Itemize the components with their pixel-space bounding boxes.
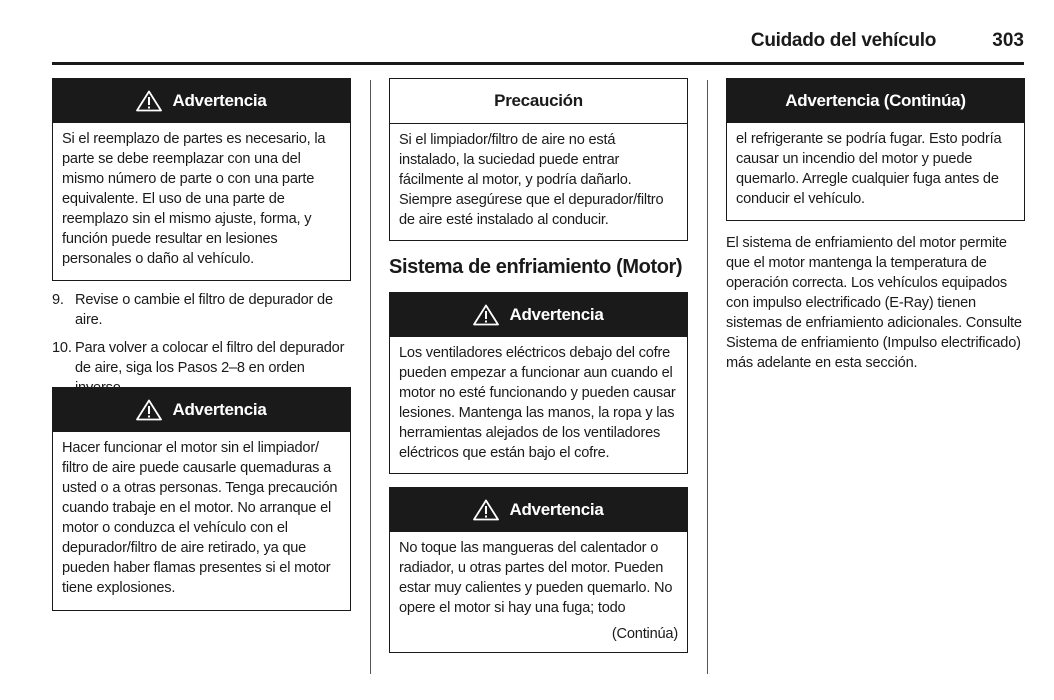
warning-text: Si el reemplazo de partes es necesario, la parte se debe reemplazar con una del mismo número de parte o con una parte equivalente. El uso de una parte de reemplazo sin el mismo ajuste, forma, y función puede resultar en lesiones personales o daño al vehículo.: [62, 131, 326, 267]
warning-box-electric-fans: [389, 292, 688, 474]
warning-text: el refrigerante se podría fugar. Esto podría causar un incendio del motor y puede quemarlo. Arregle cualquier fuga antes de conducir el vehículo.: [736, 131, 1002, 207]
continued-label: (Continúa): [611, 626, 678, 642]
warning-title: Advertencia: [509, 500, 604, 519]
warning-header: [390, 488, 687, 532]
warning-body: [390, 532, 687, 652]
warning-header: [53, 79, 350, 123]
warning-text: No toque las mangueras del calentador o radiador, u otras partes del motor. Pueden estar muy calientes y pueden quemarlo. No opere el motor si hay una fuga; todo: [399, 540, 673, 616]
warning-box-continued: [726, 78, 1025, 221]
warning-triangle-icon: [136, 90, 162, 112]
warning-header: [727, 79, 1024, 123]
warning-header: [390, 293, 687, 337]
running-header-title: Cuidado del vehículo: [750, 30, 936, 51]
warning-text: Hacer funcionar el motor sin el limpiador/ filtro de aire puede causarle quemaduras a usted o a otras personas. Tenga precaución cuando trabaje en el motor. No arranque el motor o conduzca el vehículo con el depurador/filtro de aire retirado, ya que pueden haber flamas presentes si el motor tiene explosiones.: [62, 440, 338, 596]
page-header: [52, 28, 1024, 62]
warning-title: Advertencia: [172, 91, 267, 110]
warning-box-parts-replacement: [52, 78, 351, 281]
caution-box-air-filter: [389, 78, 688, 241]
step-item-9: [52, 290, 352, 330]
warning-title: Advertencia: [172, 400, 267, 419]
step-number: 9.: [52, 292, 64, 308]
warning-triangle-icon: [473, 499, 499, 521]
step-number: 10.: [52, 340, 72, 356]
warning-triangle-icon: [473, 304, 499, 326]
warning-triangle-icon: [136, 399, 162, 421]
warning-header: [53, 388, 350, 432]
warning-box-no-air-filter: [52, 387, 351, 611]
warning-title: Advertencia (Continúa): [785, 91, 966, 110]
caution-header: [390, 79, 687, 124]
warning-title: Advertencia: [509, 305, 604, 324]
header-rule: [52, 62, 1024, 65]
page-number: 303: [992, 30, 1024, 51]
step-text: Revise o cambie el filtro de depurador de aire.: [75, 292, 333, 328]
section-title: Sistema de enfriamiento (Motor): [389, 256, 683, 278]
caution-text: Si el limpiador/filtro de aire no está instalado, la suciedad puede entrar fácilmente al motor, y podría dañarlo. Siempre asegúrese que el depurador/filtro de aire esté instalado al conducir.: [399, 132, 664, 228]
cooling-system-paragraph: El sistema de enfriamiento del motor permite que el motor mantenga la temperatura de operación correcta. Los vehículos equipados con impulso electrificado (E-Ray) tienen sistemas de enfriamiento adicionales. Consulte Sistema de enfriamiento (Impulso electrificado) más adelante en esta sección.: [726, 235, 1022, 371]
warning-text: Los ventiladores eléctricos debajo del cofre pueden empezar a funcionar aun cuando el motor no esté funcionando y pueden causar lesiones. Mantenga las manos, la ropa y las herramientas alejados de los ventiladores eléctricos que están bajo el cofre.: [399, 345, 676, 461]
step-text: Para volver a colocar el filtro del depurador de aire, siga los Pasos 2–8 en orden: [75, 340, 345, 376]
column-divider-1: [370, 80, 371, 674]
column-divider-2: [707, 80, 708, 674]
warning-box-hot-hoses: [389, 487, 688, 653]
caution-title: Precaución: [494, 91, 583, 110]
